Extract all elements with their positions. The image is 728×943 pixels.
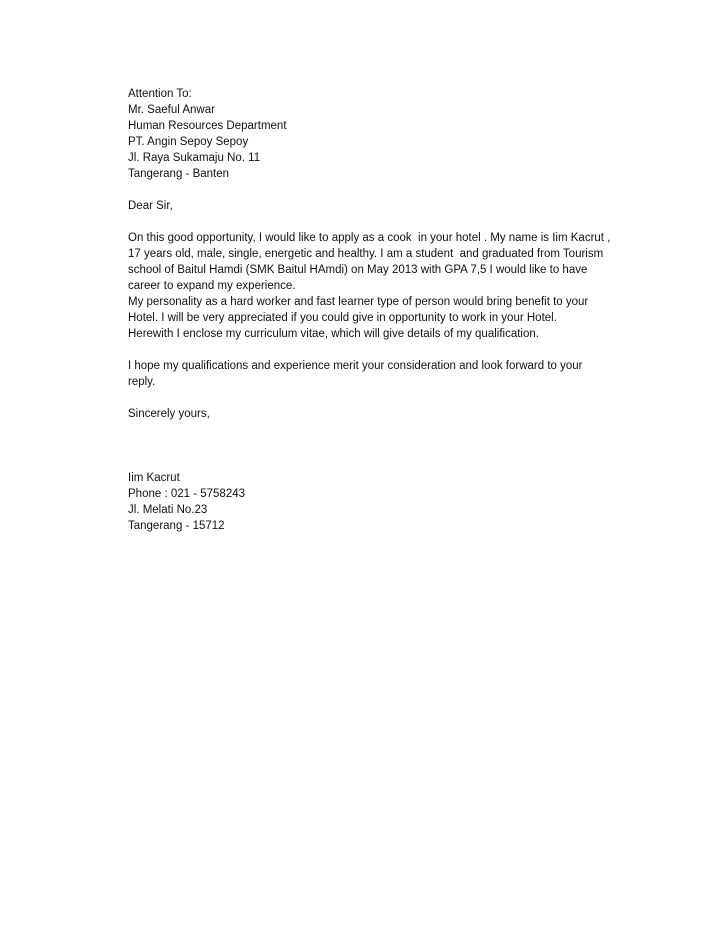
sender-name: Iim Kacrut (128, 472, 180, 484)
spacer (128, 214, 648, 230)
recipient-address-block (128, 86, 648, 182)
body-line: career to expand my experience. (128, 280, 296, 292)
body-line: reply. (128, 376, 156, 388)
recipient-name: Mr. Saeful Anwar (128, 104, 215, 116)
body-line: 17 years old, male, single, energetic and healthy. I am a student and graduated from Tourism (128, 248, 604, 260)
body-paragraph-2 (128, 358, 648, 390)
body-line: On this good opportunity, I would like to apply as a cook in your hotel . My name is Iim Kacrut , (128, 232, 611, 244)
spacer (128, 342, 648, 358)
body-paragraph-1 (128, 230, 648, 342)
sender-phone: Phone : 021 - 5758243 (128, 488, 246, 500)
signature-space (128, 422, 648, 470)
cover-letter (128, 86, 648, 534)
body-line: Hotel. I will be very appreciated if you could give in opportunity to work in your Hotel. (128, 312, 557, 324)
salutation: Dear Sir, (128, 200, 173, 212)
body-line: school of Baitul Hamdi (SMK Baitul HAmdi) on May 2013 with GPA 7,5 I would like to have (128, 264, 588, 276)
sender-address-block (128, 470, 648, 534)
body-line: I hope my qualifications and experience merit your consideration and look forward to your (128, 360, 583, 372)
body-line: Herewith I enclose my curriculum vitae, which will give details of my qualification. (128, 328, 539, 340)
spacer (128, 182, 648, 198)
recipient-street: Jl. Raya Sukamaju No. 11 (128, 152, 261, 164)
recipient-city: Tangerang - Banten (128, 168, 230, 180)
sender-city: Tangerang - 15712 (128, 520, 225, 532)
attention-line: Attention To: (128, 88, 192, 100)
closing: Sincerely yours, (128, 408, 210, 420)
spacer (128, 390, 648, 406)
sender-street: Jl. Melati No.23 (128, 504, 208, 516)
body-line: My personality as a hard worker and fast learner type of person would bring benefit to your (128, 296, 589, 308)
recipient-company: PT. Angin Sepoy Sepoy (128, 136, 249, 148)
recipient-department: Human Resources Department (128, 120, 287, 132)
